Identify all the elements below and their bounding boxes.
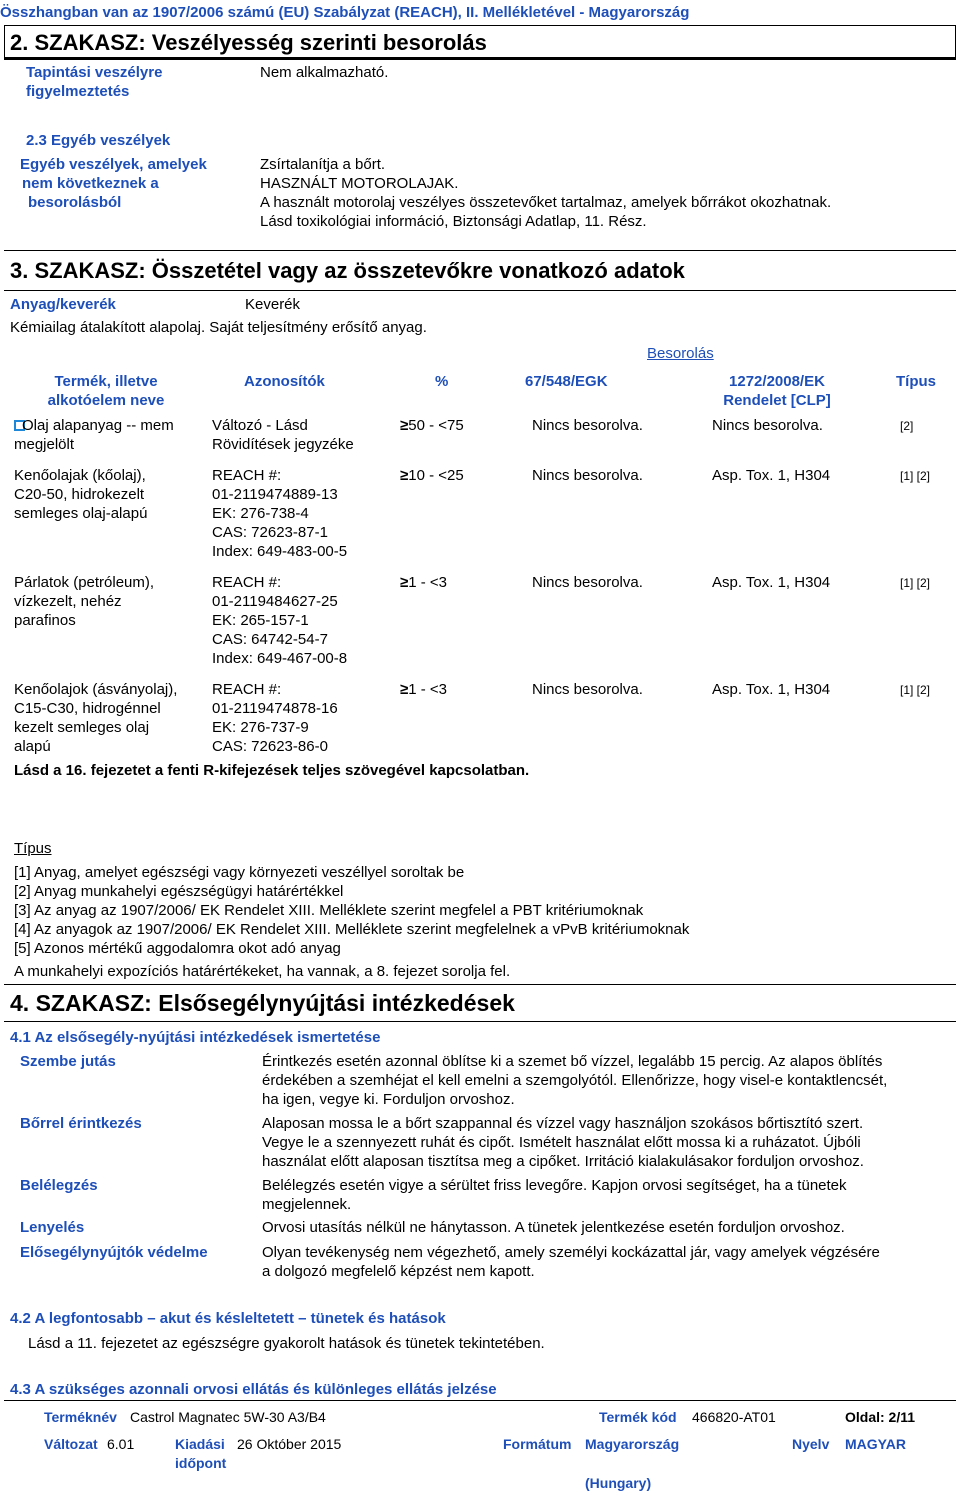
divider	[4, 1021, 956, 1022]
table-row-percent: ≥1 - <3	[400, 681, 448, 698]
subsection-4-3: 4.3 A szükséges azonnali orvosi ellátás és különleges ellátás jelzése	[10, 1381, 497, 1398]
table-row-type: [2]	[900, 419, 914, 433]
first-aid-text-eye: Érintkezés esetén azonnal öblítse ki a szemet bő vízzel, legalább 15 percig. Az alapos öblítés érdekében a szemhéjat el kell emelni a szemgolyótól. Ellenőrizze, hogy visel-e kontaktlencsét, ha igen, vegye ki. Forduljon orvoshoz.	[262, 1053, 888, 1108]
subsection-4-2-text: Lásd a 11. fejezetet az egészségre gyakorolt hatások és tünetek tekintetében.	[28, 1335, 545, 1352]
table-row-ids: REACH #: 01-2119474878-16 EK: 276-737-9 CAS: 72623-86-0	[212, 681, 338, 755]
table-row-67-548: Nincs besorolva.	[532, 417, 643, 434]
first-aid-label-eye: Szembe jutás	[20, 1053, 116, 1070]
footer-divider	[4, 1400, 956, 1401]
table-row-type: [1] [2]	[900, 469, 931, 483]
first-aid-label-ingestion: Lenyelés	[20, 1219, 85, 1236]
subsection-4-2: 4.2 A legfontosabb – akut és késleltetett – tünetek és hatások	[10, 1310, 446, 1327]
section3-title: 3. SZAKASZ: Összetétel vagy az összetevőkre vonatkozó adatok	[10, 258, 685, 283]
see-section-16: Lásd a 16. fejezetet a fenti R-kifejezések teljes szövegével kapcsolatban.	[14, 762, 530, 779]
table-row-name: Párlatok (petróleum), vízkezelt, nehéz parafinos	[14, 574, 155, 629]
table-row-clp: Asp. Tox. 1, H304	[712, 681, 831, 698]
first-aid-label-protection: Elősegélynyújtók védelme	[20, 1244, 208, 1261]
footer-version-label: Változat	[44, 1436, 98, 1452]
first-aid-label-inhalation: Belélegzés	[20, 1177, 98, 1194]
section2-title: 2. SZAKASZ: Veszélyesség szerinti besorolás	[10, 30, 487, 55]
table-row-67-548: Nincs besorolva.	[532, 467, 643, 484]
mixture-description: Kémiailag átalakított alapolaj. Saját teljesítmény erősítő anyag.	[10, 319, 427, 336]
type-notes: [1] Anyag, amelyet egészségi vagy környezeti veszéllyel soroltak be [2] Anyag munkahelyi egészségügyi határértékkel [3] Az anyag az 1907/2006/ EK Rendelet XIII. Melléklete szerint megfelel a PBT kritériumoknak [4] Az anyagok az 1907/2006/ EK Rendelet XIII. Melléklete szerint megfelelnek a vPvB kritériumoknak [5] Azonos mértékű aggodalomra okot adó anyag	[14, 864, 690, 957]
first-aid-text-inhalation: Belélegzés esetén vigye a sérültet friss levegőre. Kapjon orvosi segítséget, ha a tünetek megjelennek.	[262, 1177, 847, 1213]
divider	[4, 290, 956, 291]
tactile-value: Nem alkalmazható.	[260, 64, 389, 81]
col-clp: 1272/2008/EK Rendelet [CLP]	[723, 373, 831, 409]
col-identifiers: Azonosítók	[244, 373, 325, 390]
table-row-name: Olaj alapanyag -- mem megjelölt	[14, 417, 174, 453]
subsection-2-3: 2.3 Egyéb veszélyek	[26, 132, 171, 149]
footer-language-value: MAGYAR	[845, 1436, 906, 1452]
section4-title: 4. SZAKASZ: Elsősegélynyújtási intézkedések	[10, 990, 515, 1016]
col-product: Termék, illetve alkotóelem neve	[47, 373, 165, 409]
table-row-ids: REACH #: 01-2119484627-25 EK: 265-157-1 CAS: 64742-54-7 Index: 649-467-00-8	[212, 574, 348, 667]
table-row-type: [1] [2]	[900, 683, 931, 697]
footer-issue-label: Kiadási időpont	[175, 1436, 227, 1471]
footer-language-label: Nyelv	[792, 1436, 830, 1452]
col-67-548: 67/548/EGK	[525, 373, 608, 390]
first-aid-text-skin: Alaposan mossa le a bőrt szappannal és vízzel vagy használjon szokásos bőrtisztító szert. Vegye le a szennyezett ruhát és cipőt. Ismételt használat előtt mossa ki a ruházatot. Újbóli használat előtt alaposan tisztítsa meg a cipőket. Irritáció kialakulásakor forduljon orvoshoz.	[262, 1115, 864, 1170]
first-aid-text-ingestion: Orvosi utasítás nélkül ne hánytasson. A tünetek jelentkezése esetén forduljon orvoshoz.	[262, 1219, 845, 1236]
other-hazards-label: Egyéb veszélyek, amelyek nem következnek a besorolásból	[20, 156, 207, 211]
table-row-clp: Asp. Tox. 1, H304	[712, 467, 831, 484]
footer-format-value: Magyarország (Hungary)	[585, 1436, 680, 1491]
table-row-clp: Asp. Tox. 1, H304	[712, 574, 831, 591]
footer-issue-value: 26 Október 2015	[237, 1436, 342, 1452]
divider	[4, 57, 956, 59]
footer-version-value: 6.01	[107, 1436, 135, 1452]
table-row-percent: ≥10 - <25	[400, 467, 464, 484]
exposure-note: A munkahelyi expozíciós határértékeket, ha vannak, a 8. fejezet sorolja fel.	[14, 963, 511, 980]
table-row-ids: REACH #: 01-2119474889-13 EK: 276-738-4 CAS: 72623-87-1 Index: 649-483-00-5	[212, 467, 348, 560]
classification-heading: Besorolás	[647, 345, 714, 362]
footer-page: Oldal: 2/11	[845, 1409, 916, 1425]
type-heading: Típus	[14, 840, 52, 857]
footer-code-value: 466820-AT01	[692, 1409, 776, 1425]
table-row-67-548: Nincs besorolva.	[532, 681, 643, 698]
first-aid-label-skin: Bőrrel érintkezés	[20, 1115, 142, 1132]
table-row-ids: Változó - Lásd Rövidítések jegyzéke	[212, 417, 354, 453]
table-row-type: [1] [2]	[900, 576, 931, 590]
tactile-label: Tapintási veszélyre figyelmeztetés	[26, 64, 163, 100]
divider	[4, 250, 956, 251]
col-percent: %	[435, 373, 449, 390]
subsection-4-1: 4.1 Az elsősegély-nyújtási intézkedések ismertetése	[10, 1029, 381, 1046]
footer-code-label: Termék kód	[599, 1409, 677, 1425]
other-hazards-text: Zsírtalanítja a bőrt. HASZNÁLT MOTOROLAJAK. A használt motorolaj veszélyes összetevőket tartalmaz, amelyek bőrrákot okozhatnak. Lásd toxikológiai információ, Biztonsági Adatlap, 11. Rész.	[260, 156, 832, 230]
table-row-name: Kenőolajak (kőolaj), C20-50, hidrokezelt semleges olaj-alapú	[14, 467, 148, 522]
table-row-percent: ≥50 - <75	[400, 417, 464, 434]
table-row-percent: ≥1 - <3	[400, 574, 448, 591]
footer-product-label: Terméknév	[44, 1409, 117, 1425]
substance-label: Anyag/keverék	[10, 296, 116, 313]
col-type: Típus	[896, 373, 936, 390]
divider	[4, 984, 956, 985]
footer-product-value: Castrol Magnatec 5W-30 A3/B4	[130, 1409, 326, 1425]
table-row-clp: Nincs besorolva.	[712, 417, 823, 434]
footer-format-label: Formátum	[503, 1436, 572, 1452]
table-row-67-548: Nincs besorolva.	[532, 574, 643, 591]
regulation-header: Összhangban van az 1907/2006 számú (EU) Szabályzat (REACH), II. Mellékletével - Magyarország	[0, 4, 690, 21]
first-aid-text-protection: Olyan tevékenység nem végezhető, amely személyi kockázattal jár, vagy amelyek végzésére a dolgozó megfelelő képzést nem kapott.	[262, 1244, 880, 1280]
table-row-name: Kenőolajok (ásványolaj), C15-C30, hidrogénnel kezelt semleges olaj alapú	[14, 681, 178, 755]
substance-value: Keverék	[245, 296, 301, 313]
